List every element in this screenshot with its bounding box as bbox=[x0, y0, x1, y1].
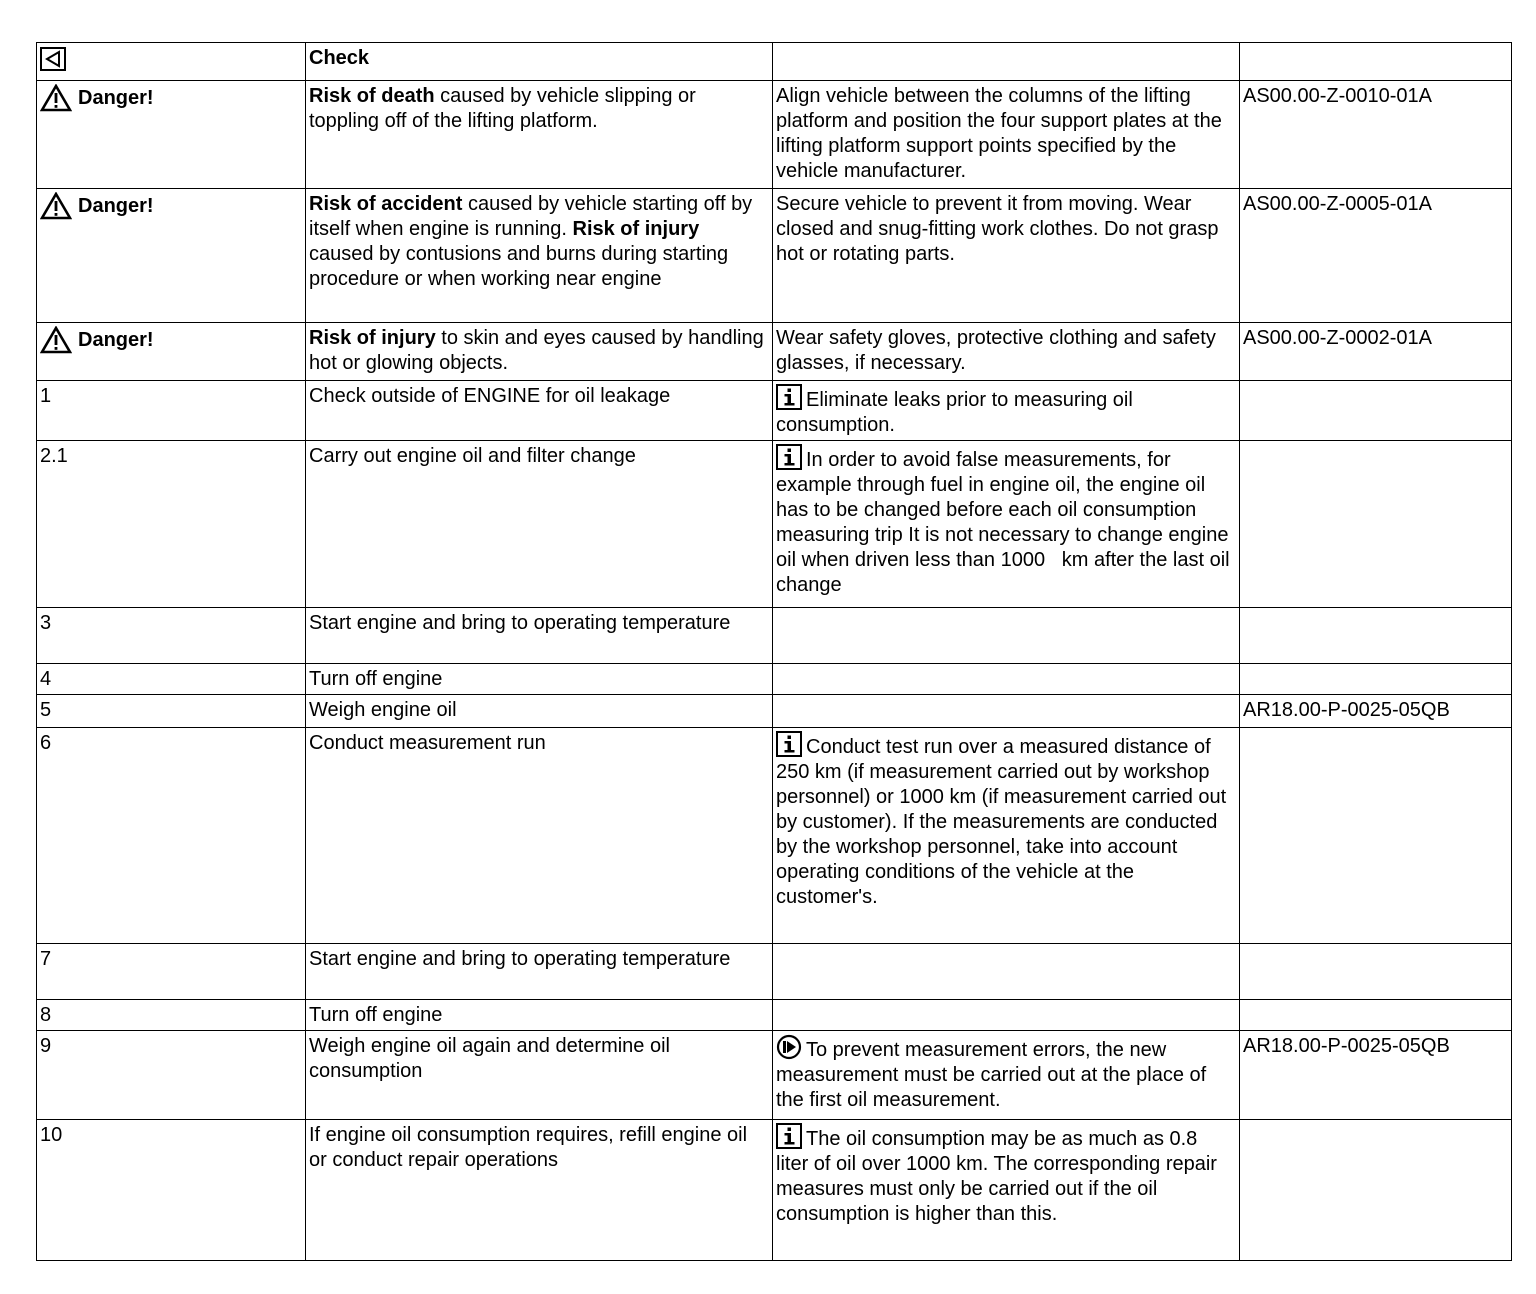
step-note bbox=[773, 944, 1240, 1000]
header-row bbox=[37, 43, 1512, 81]
header-empty-cell bbox=[1240, 43, 1512, 81]
step-action: Check outside of ENGINE for oil leakage bbox=[306, 381, 773, 441]
risk-text: caused by contusions and burns during starting procedure or when working near engine bbox=[309, 218, 734, 290]
risk-title: Risk of injury bbox=[309, 327, 436, 349]
note-icon bbox=[776, 1034, 802, 1060]
step-action: Start engine and bring to operating temperature bbox=[306, 944, 773, 1000]
step-action: Turn off engine bbox=[306, 1000, 773, 1031]
danger-label-cell bbox=[37, 81, 306, 189]
info-icon bbox=[776, 731, 802, 757]
step-number: 7 bbox=[37, 944, 306, 1000]
step-note bbox=[773, 695, 1240, 728]
step-row bbox=[37, 608, 1512, 664]
header-empty-cell bbox=[773, 43, 1240, 81]
check-heading: Check bbox=[306, 43, 773, 81]
risk-cell bbox=[306, 323, 773, 381]
step-row bbox=[37, 1000, 1512, 1031]
step-action: Turn off engine bbox=[306, 664, 773, 695]
step-number: 2.1 bbox=[37, 441, 306, 608]
reference-link[interactable] bbox=[1240, 728, 1512, 944]
risk-text: to skin and eyes caused by handling hot or glowing objects. bbox=[309, 327, 770, 374]
reference-link[interactable] bbox=[1240, 664, 1512, 695]
info-icon bbox=[776, 1123, 802, 1149]
step-row bbox=[37, 381, 1512, 441]
danger-label: Danger! bbox=[40, 192, 154, 220]
step-note bbox=[773, 608, 1240, 664]
step-note bbox=[773, 1000, 1240, 1031]
danger-label-cell bbox=[37, 189, 306, 323]
reference-link[interactable] bbox=[1240, 608, 1512, 664]
info-icon bbox=[776, 384, 802, 410]
step-action: Weigh engine oil bbox=[306, 695, 773, 728]
step-note bbox=[773, 664, 1240, 695]
info-icon bbox=[776, 444, 802, 470]
step-action: Carry out engine oil and filter change bbox=[306, 441, 773, 608]
danger-row bbox=[37, 189, 1512, 323]
step-action: Weigh engine oil again and determine oil consumption bbox=[306, 1031, 773, 1120]
measure-cell: Secure vehicle to prevent it from moving. Wear closed and snug-fitting work clothes. Do not grasp hot or rotating parts. bbox=[773, 189, 1240, 323]
reference-link[interactable]: AS00.00-Z-0002-01A bbox=[1240, 323, 1512, 381]
risk-text: caused by vehicle starting off by itself when engine is running. bbox=[309, 193, 758, 240]
reference-link[interactable]: AR18.00-P-0025-05QB bbox=[1240, 695, 1512, 728]
step-row bbox=[37, 1031, 1512, 1120]
danger-row bbox=[37, 323, 1512, 381]
risk-title: Risk of injury bbox=[572, 218, 700, 240]
step-action: Conduct measurement run bbox=[306, 728, 773, 944]
step-note: The oil consumption may be as much as 0.8 liter of oil over 1000 km. The corresponding repair measures must only be carried out if the oil consumption is higher than this. bbox=[773, 1120, 1240, 1261]
procedure-table bbox=[36, 42, 1512, 1261]
step-note: Eliminate leaks prior to measuring oil consumption. bbox=[773, 381, 1240, 441]
step-number: 4 bbox=[37, 664, 306, 695]
step-row bbox=[37, 1120, 1512, 1261]
step-note: Conduct test run over a measured distance of 250 km (if measurement carried out by workshop personnel) or 1000 km (if measurement carried out by customer). If the measurements are conducted by the workshop personnel, take into account operating conditions of the vehicle at the customer's. bbox=[773, 728, 1240, 944]
danger-label-cell bbox=[37, 323, 306, 381]
reference-link[interactable]: AS00.00-Z-0005-01A bbox=[1240, 189, 1512, 323]
step-row bbox=[37, 944, 1512, 1000]
step-number: 5 bbox=[37, 695, 306, 728]
risk-text: caused by vehicle slipping or toppling off of the lifting platform. bbox=[309, 85, 702, 132]
risk-cell bbox=[306, 81, 773, 189]
danger-label: Danger! bbox=[40, 326, 154, 354]
step-row bbox=[37, 728, 1512, 944]
reference-link[interactable] bbox=[1240, 944, 1512, 1000]
step-row bbox=[37, 695, 1512, 728]
step-number: 6 bbox=[37, 728, 306, 944]
step-note: In order to avoid false measurements, for example through fuel in engine oil, the engine oil has to be changed before each oil consumption measuring trip It is not necessary to change engine oil when driven less than 1000 km after the last oil change bbox=[773, 441, 1240, 608]
back-triangle-icon[interactable] bbox=[40, 47, 66, 71]
reference-link[interactable]: AR18.00-P-0025-05QB bbox=[1240, 1031, 1512, 1120]
step-number: 1 bbox=[37, 381, 306, 441]
measure-cell: Wear safety gloves, protective clothing and safety glasses, if necessary. bbox=[773, 323, 1240, 381]
step-note: To prevent measurement errors, the new measurement must be carried out at the place of the first oil measurement. bbox=[773, 1031, 1240, 1120]
reference-link[interactable] bbox=[1240, 381, 1512, 441]
reference-link[interactable]: AS00.00-Z-0010-01A bbox=[1240, 81, 1512, 189]
step-number: 9 bbox=[37, 1031, 306, 1120]
nav-cell bbox=[37, 43, 306, 81]
reference-link[interactable] bbox=[1240, 1000, 1512, 1031]
step-row bbox=[37, 664, 1512, 695]
step-number: 8 bbox=[37, 1000, 306, 1031]
warning-triangle-icon bbox=[40, 326, 72, 354]
risk-title: Risk of death bbox=[309, 85, 435, 107]
warning-triangle-icon bbox=[40, 84, 72, 112]
warning-triangle-icon bbox=[40, 192, 72, 220]
danger-row bbox=[37, 81, 1512, 189]
step-number: 10 bbox=[37, 1120, 306, 1261]
reference-link[interactable] bbox=[1240, 1120, 1512, 1261]
step-action: If engine oil consumption requires, refill engine oil or conduct repair operations bbox=[306, 1120, 773, 1261]
step-number: 3 bbox=[37, 608, 306, 664]
reference-link[interactable] bbox=[1240, 441, 1512, 608]
danger-label: Danger! bbox=[40, 84, 154, 112]
risk-cell bbox=[306, 189, 773, 323]
step-row bbox=[37, 441, 1512, 608]
measure-cell: Align vehicle between the columns of the lifting platform and position the four support plates at the lifting platform support points specified by the vehicle manufacturer. bbox=[773, 81, 1240, 189]
risk-title: Risk of accident bbox=[309, 193, 463, 215]
step-action: Start engine and bring to operating temperature bbox=[306, 608, 773, 664]
